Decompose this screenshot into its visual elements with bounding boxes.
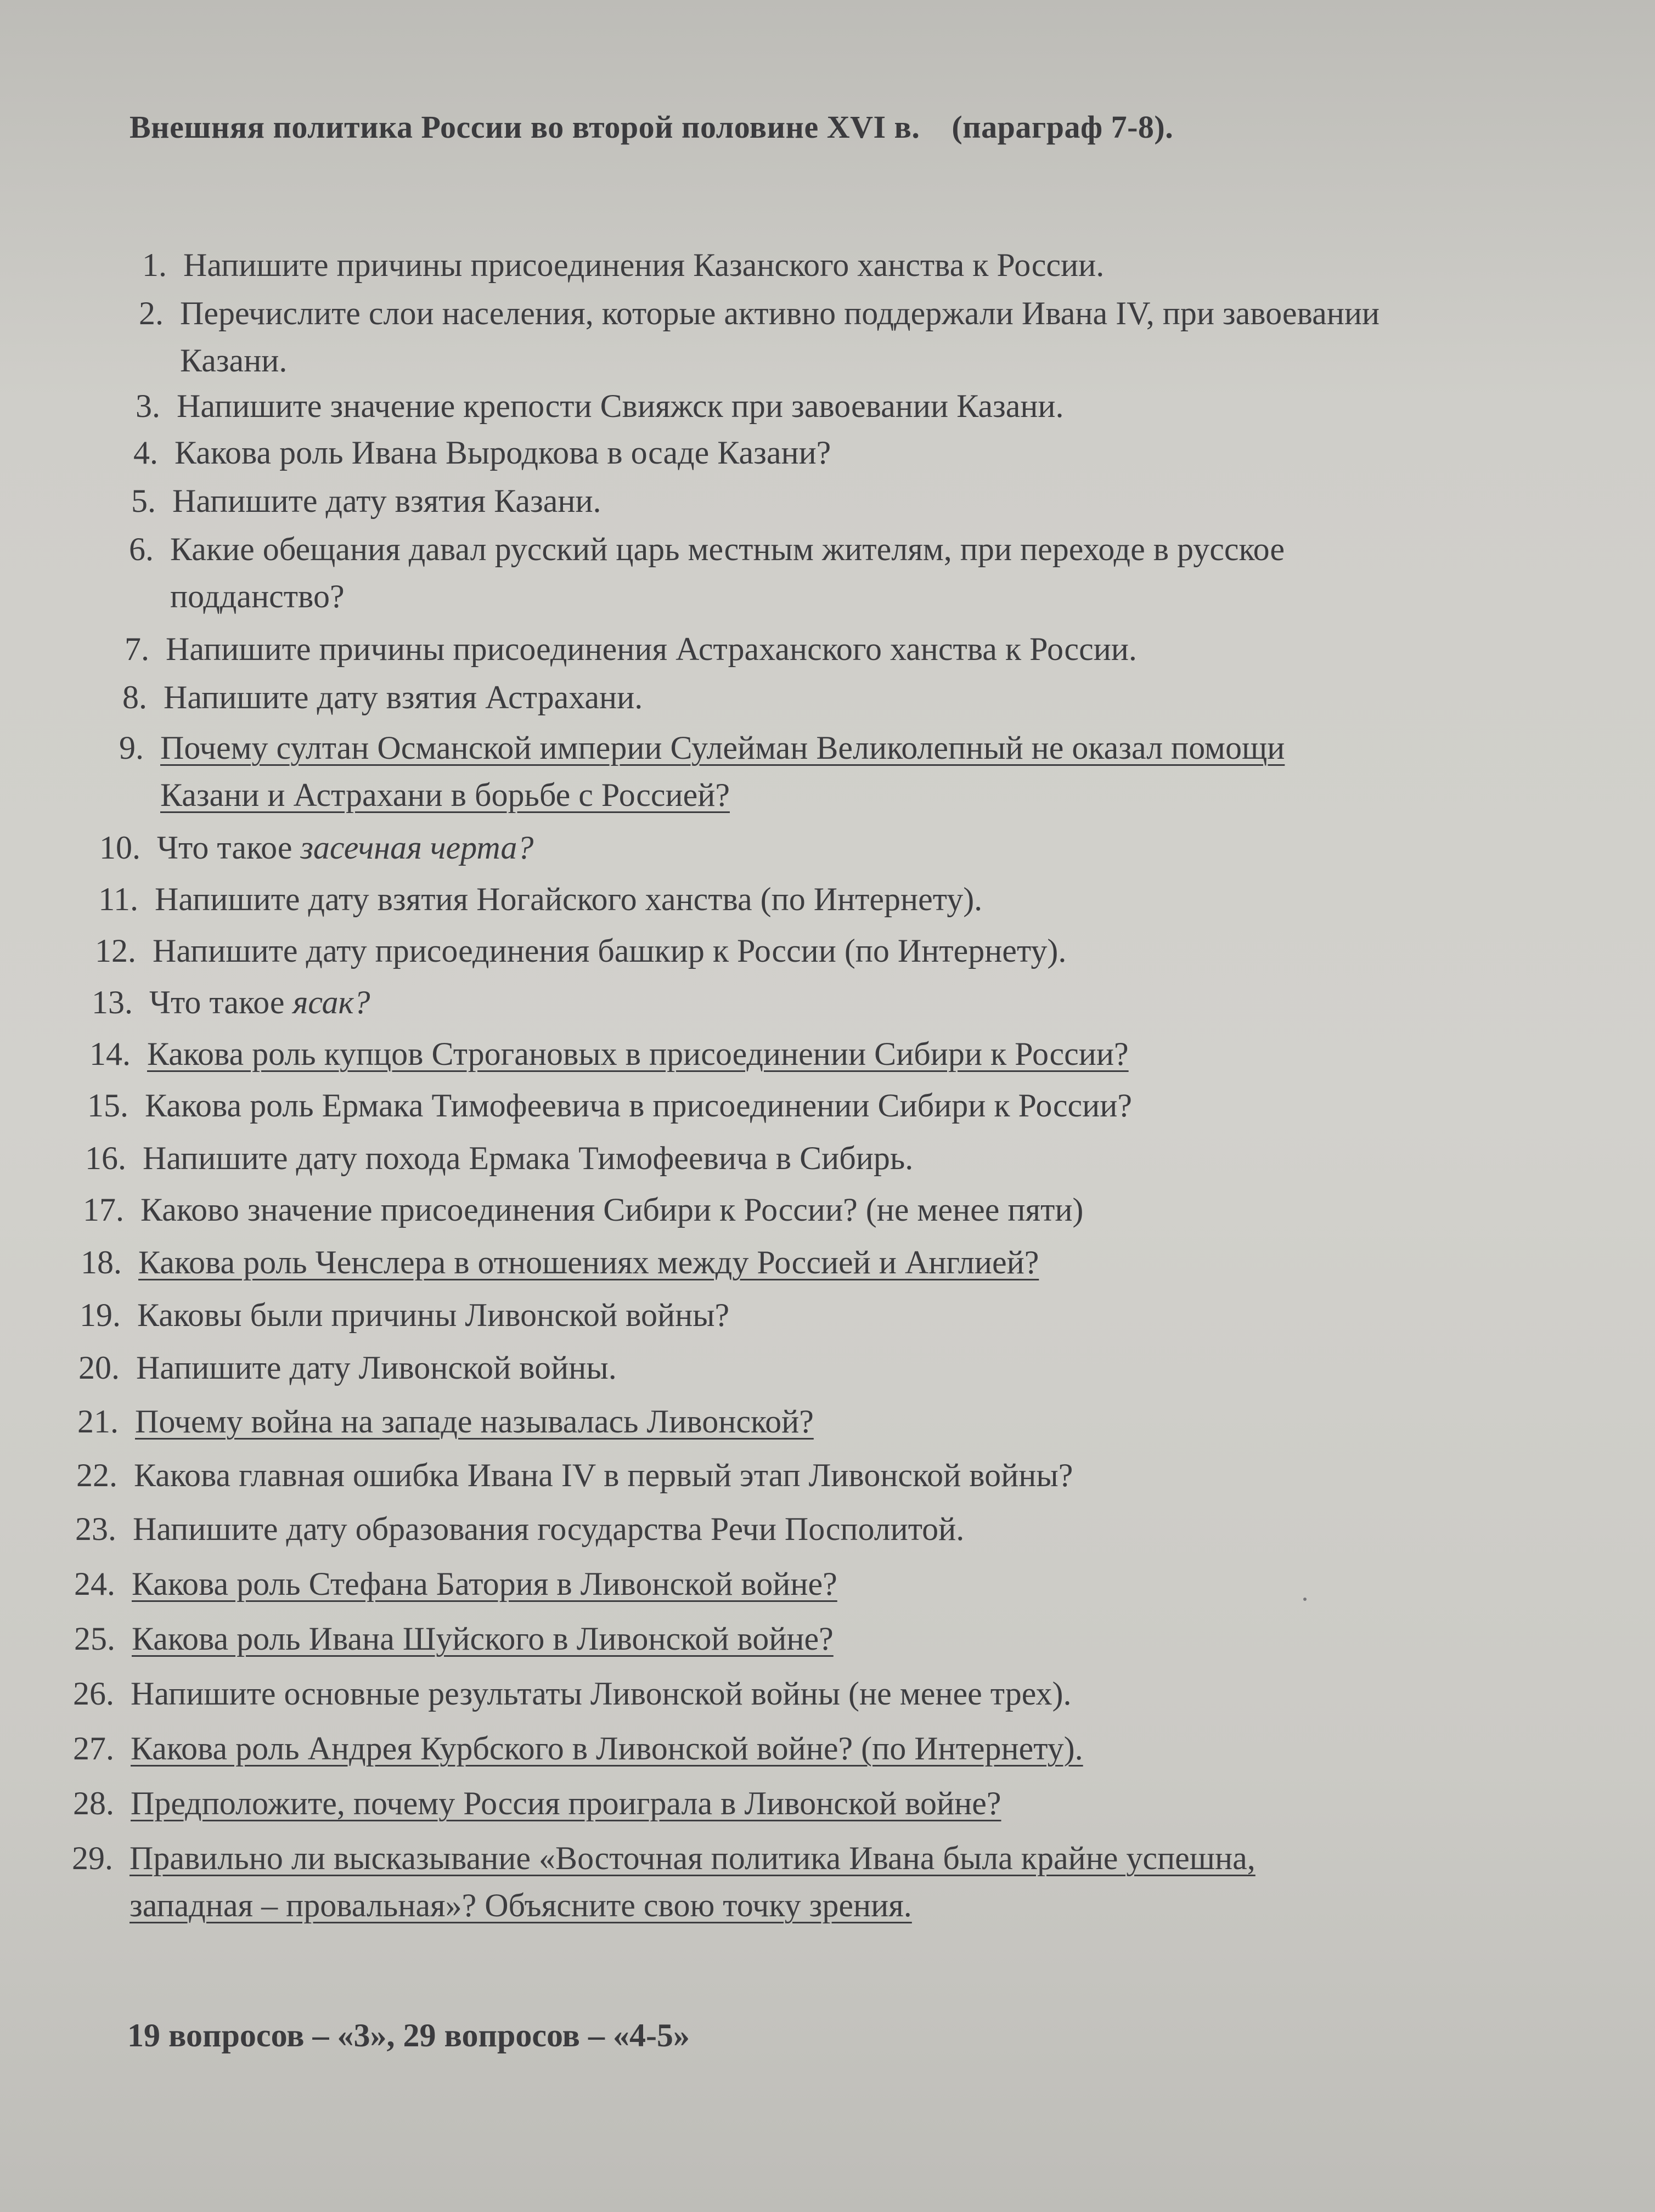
question-17: [83, 1186, 1084, 1233]
question-text: Напишите дату взятия Ногайского ханства (по Интернету).: [155, 881, 983, 917]
question-15: [87, 1082, 1133, 1129]
question-term: ясак?: [292, 984, 370, 1020]
question-4: [133, 429, 831, 476]
question-text: Предположите, почему Россия проиграла в Ливонской войне?: [131, 1785, 1001, 1821]
question-28: [73, 1780, 1001, 1827]
question-22: [76, 1452, 1073, 1499]
question-text: Какова роль купцов Строгановых в присоединении Сибири к России?: [147, 1036, 1129, 1072]
question-text: Какова роль Андрея Курбского в Ливонской войне? (по Интернету).: [131, 1730, 1083, 1767]
question-5: [131, 477, 601, 524]
question-text-continued: Казани и Астрахани в борьбе с Россией?: [160, 777, 730, 813]
ink-speck: [1303, 1598, 1307, 1601]
question-number: 26.: [73, 1675, 114, 1712]
paragraph-reference: (параграф 7-8).: [952, 109, 1174, 145]
question-text: Какова роль Ченслера в отношениях между Россией и Англией?: [138, 1244, 1039, 1280]
question-number: 15.: [87, 1087, 128, 1124]
question-26: [73, 1670, 1072, 1717]
question-text: Каковы были причины Ливонской войны?: [137, 1297, 730, 1333]
question-text: Напишите причины присоединения Казанского ханства к России.: [183, 247, 1105, 283]
question-number: 27.: [73, 1730, 114, 1767]
title-text: Внешняя политика России во второй половине XVI в.: [130, 109, 920, 145]
question-number: 17.: [83, 1192, 124, 1228]
question-text: Правильно ли высказывание «Восточная политика Ивана была крайне успешна,: [130, 1840, 1256, 1876]
question-number: 11.: [98, 881, 138, 917]
question-number: 12.: [95, 933, 136, 969]
question-text: Какова главная ошибка Ивана IV в первый этап Ливонской войны?: [134, 1457, 1073, 1493]
question-number: 20.: [78, 1350, 120, 1386]
question-number: 29.: [72, 1840, 113, 1876]
question-text: Какова роль Стефана Батория в Ливонской войне?: [132, 1566, 837, 1602]
question-text-continued: подданство?: [170, 578, 345, 614]
question-number: 5.: [131, 483, 156, 519]
grading-note: 19 вопросов – «3», 29 вопросов – «4-5»: [127, 2017, 690, 2053]
question-number: 6.: [129, 531, 154, 567]
question-number: 14.: [89, 1036, 131, 1072]
question-11: [98, 876, 983, 923]
question-text: Напишите дату присоединения башкир к России (по Интернету).: [153, 933, 1067, 969]
question-24: [74, 1560, 837, 1607]
question-14: [89, 1030, 1129, 1077]
question-text: Почему война на западе называлась Ливонской?: [135, 1403, 814, 1440]
question-number: 4.: [133, 435, 158, 471]
question-number: 7.: [125, 631, 149, 667]
question-text: Почему султан Османской империи Сулейман Великолепный не оказал помощи: [160, 730, 1285, 766]
question-text: Что такое: [149, 984, 293, 1020]
question-number: 3.: [136, 388, 160, 424]
question-number: 21.: [77, 1403, 119, 1440]
question-text-continued: Казани.: [180, 342, 288, 379]
question-text: Напишите дату Ливонской войны.: [136, 1350, 617, 1386]
question-number: 22.: [76, 1457, 117, 1493]
question-23: [75, 1505, 965, 1553]
question-number: 25.: [74, 1621, 115, 1657]
question-13: [92, 979, 370, 1026]
question-25: [74, 1615, 834, 1662]
question-number: 9.: [119, 730, 144, 766]
question-text: Напишите причины присоединения Астраханского ханства к России.: [166, 631, 1137, 667]
question-text: Перечислите слои населения, которые активно поддержали Ивана IV, при завоевании: [180, 295, 1380, 331]
question-number: 18.: [81, 1244, 122, 1280]
question-7: [125, 625, 1137, 673]
question-9: [119, 724, 1285, 813]
question-6: [129, 526, 1285, 614]
question-number: 28.: [73, 1785, 114, 1821]
question-12: [95, 927, 1067, 974]
question-text-continued: западная – провальная»? Объясните свою точку зрения.: [130, 1887, 912, 1923]
question-21: [77, 1398, 814, 1445]
question-number: 16.: [85, 1140, 126, 1176]
question-text: Напишите дату образования государства Речи Посполитой.: [133, 1511, 965, 1547]
question-text: Какова роль Ивана Выродкова в осаде Казани?: [174, 435, 831, 471]
question-number: 13.: [92, 984, 133, 1020]
question-19: [80, 1291, 730, 1339]
question-2: [139, 290, 1380, 379]
question-number: 10.: [99, 830, 140, 866]
question-1: [142, 241, 1105, 289]
question-29: [72, 1835, 1256, 1923]
question-text: Какие обещания давал русский царь местным жителям, при переходе в русское: [170, 531, 1285, 567]
question-20: [78, 1344, 617, 1391]
question-27: [73, 1725, 1083, 1772]
question-number: 1.: [142, 247, 167, 283]
question-3: [136, 382, 1064, 430]
question-term: засечная черта?: [300, 830, 534, 866]
question-18: [81, 1239, 1039, 1286]
question-text: Напишите дату взятия Астрахани.: [164, 679, 643, 715]
question-text: Что такое: [157, 830, 301, 866]
question-16: [85, 1135, 914, 1182]
question-text: Какова роль Ермака Тимофеевича в присоединении Сибири к России?: [145, 1087, 1133, 1124]
question-8: [122, 674, 643, 721]
question-text: Напишите дату взятия Казани.: [172, 483, 601, 519]
question-number: 19.: [80, 1297, 121, 1333]
question-text: Каково значение присоединения Сибири к России? (не менее пяти): [140, 1192, 1084, 1228]
question-number: 23.: [75, 1511, 116, 1547]
question-10: [99, 824, 534, 871]
question-text: Какова роль Ивана Шуйского в Ливонской войне?: [132, 1621, 834, 1657]
question-text: Напишите основные результаты Ливонской войны (не менее трех).: [131, 1675, 1072, 1712]
question-text: Напишите значение крепости Свияжск при завоевании Казани.: [177, 388, 1064, 424]
question-number: 8.: [122, 679, 147, 715]
question-number: 24.: [74, 1566, 115, 1602]
question-number: 2.: [139, 295, 164, 331]
question-text: Напишите дату похода Ермака Тимофеевича в Сибирь.: [143, 1140, 914, 1176]
